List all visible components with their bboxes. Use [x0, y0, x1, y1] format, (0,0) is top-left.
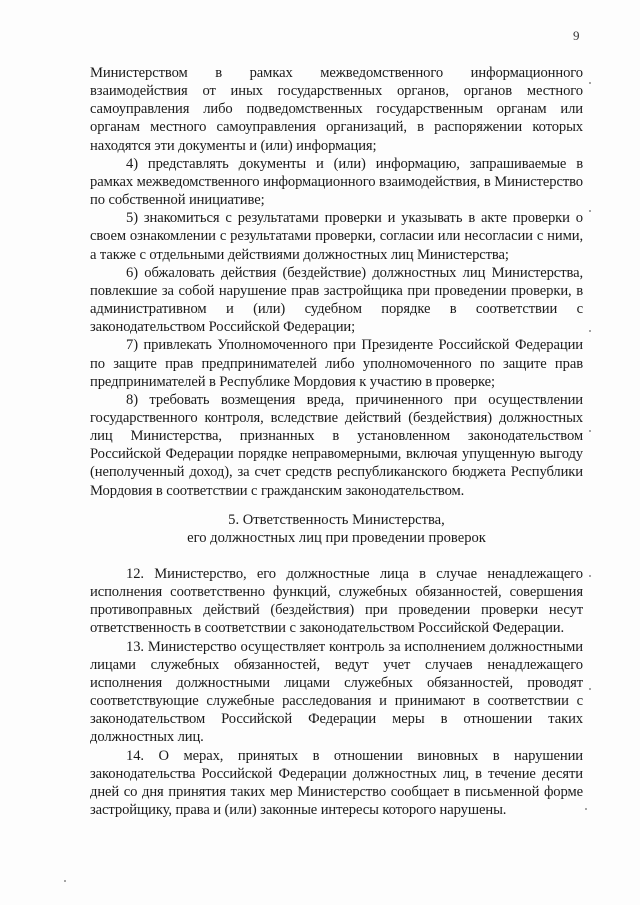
paragraph-right-8: 8) требовать возмещения вреда, причиненного при осуществлении государственного контроля, вследствие действий (бездействия) должностных лиц Министерства, признанных в установленном законодательством Российской Федерации порядке неправомерными, включая упущенную выгоду (неполученный доход), за счет средств республиканского бюджета Республики Мордовия в соответствии с гражданским законодательством. — [90, 391, 583, 499]
scan-artifact — [589, 330, 591, 332]
paragraph-right-4: 4) представлять документы и (или) информацию, запрашиваемые в рамках межведомственного информационного взаимодействия, в Министерство по собственной инициативе; — [90, 155, 583, 209]
scan-artifact — [589, 430, 591, 432]
page-number: 9 — [573, 28, 580, 43]
scan-artifact — [589, 210, 591, 212]
scan-artifact — [589, 82, 591, 84]
paragraph-13: 13. Министерство осуществляет контроль за исполнением должностными лицами служебных обязанностей, ведут учет случаев ненадлежащего исполнения должностными лицами служебных обязанностей, проводят соответствующие служебные расследования и принимают в соответствии с законодательством Российской Федерации меры в отношении таких должностных лиц. — [90, 638, 583, 746]
scan-artifact — [585, 808, 587, 810]
responsibility-section — [90, 565, 583, 819]
paragraph-right-7: 7) привлекать Уполномоченного при Президенте Российской Федерации по защите прав предпринимателей либо уполномоченного по защите прав предпринимателей в Республике Мордовия к участию в проверке; — [90, 337, 583, 390]
scan-artifact — [589, 575, 591, 577]
section-heading-line-1: 5. Ответственность Министерства, — [228, 512, 445, 528]
rights-list-section — [90, 64, 583, 500]
paragraph-12: 12. Министерство, его должностные лица в случае ненадлежащего исполнения соответственно функций, служебных обязанностей, совершения противоправных действий (бездействия) при проведении проверки несут ответственность в соответствии с законодательством Российской Федерации. — [90, 566, 583, 637]
scan-artifact — [64, 880, 66, 882]
paragraph-14: 14. О мерах, принятых в отношении виновных в нарушении законодательства Российской Федерации должностных лиц, в течение десяти дней со дня принятия таких мер Министерство сообщает в письменной форме застройщику, права и (или) законные интересы которого нарушены. — [90, 747, 583, 819]
paragraph-continuation: Министерством в рамках межведомственного информационного взаимодействия от иных государственных органов, органов местного самоуправления либо подведомственных государственным органам или органам местного самоуправления организаций, в распоряжении которых находятся эти документы и (или) информация; — [90, 65, 583, 154]
section-heading-line-2: его должностных лиц при проведении проверок — [187, 530, 486, 546]
paragraph-right-6: 6) обжаловать действия (бездействие) должностных лиц Министерства, повлекшие за собой нарушение прав застройщика при проведении проверки, в административном и (или) судебном порядке в соответствии с законодательством Российской Федерации; — [90, 264, 583, 336]
scan-artifact — [589, 688, 591, 690]
section-heading — [90, 511, 583, 547]
paragraph-right-5: 5) знакомиться с результатами проверки и указывать в акте проверки о своем ознакомлении с результатами проверки, согласии или несогласии с ними, а также с отдельными действиями должностных лиц Министерства; — [90, 210, 583, 263]
